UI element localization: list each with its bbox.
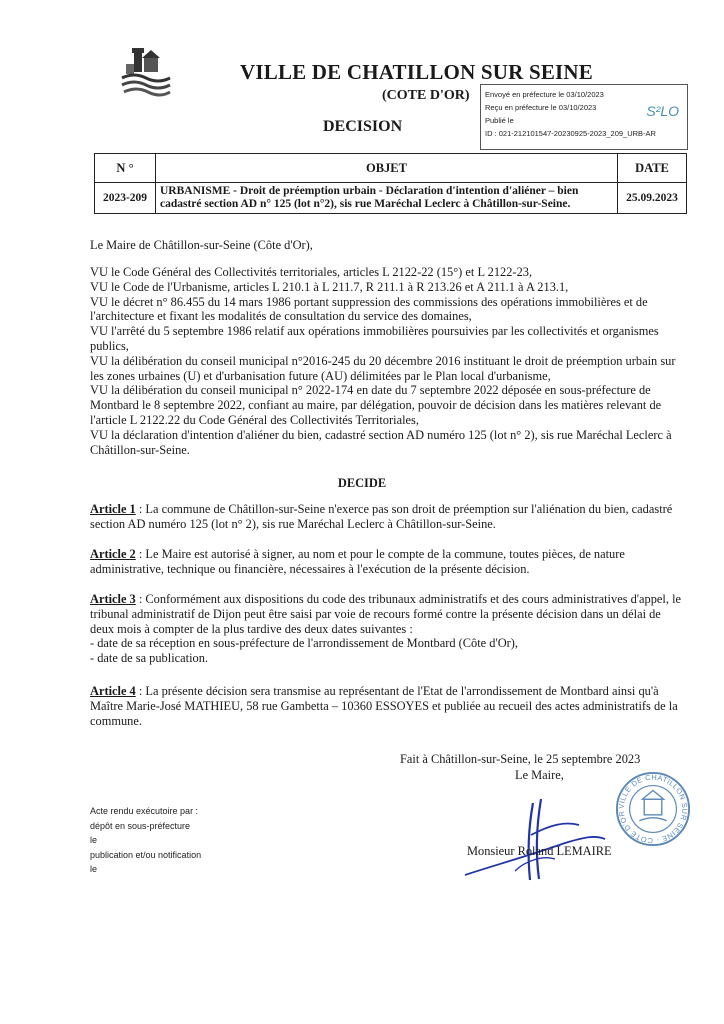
vu-item: VU la délibération du conseil municipal n° 2022-174 en date du 7 septembre 2022 déposée en sous-préfecture de Montbard le 8 septembre 2022, confiant au maire, par délégation, pouvoir de décision dans les matières relevant de l'article L 2122.22 du Code Général des Collectivités Territoriales, — [90, 383, 662, 427]
place-date: Fait à Châtillon-sur-Seine, le 25 septembre 2023 — [400, 752, 641, 766]
slo-mark: S²LO — [646, 103, 679, 119]
seal-text: VILLE DE CHATILLON SUR SEINE · COTE D'OR — [616, 772, 690, 846]
article-label: Article 4 — [90, 684, 136, 698]
decide-heading: DECIDE — [337, 476, 387, 490]
vu-item: VU la déclaration d'intention d'aliéner du bien, cadastré section AD numéro 125 (lot n° 2), sis rue Maréchal Leclerc à Châtillon-sur-Seine. — [90, 427, 672, 457]
exec-line: le — [90, 864, 98, 874]
article-label: Article 1 — [90, 502, 136, 516]
article-4 — [90, 684, 686, 728]
col-date-header: DATE — [618, 154, 687, 183]
decision-number: 2023-209 — [95, 183, 156, 214]
vu-item: VU le Code Général des Collectivités territoriales, articles L 2122-22 (15°) et L 2122-23, — [90, 265, 533, 279]
city-title: VILLE DE CHATILLON SUR SEINE — [240, 60, 593, 84]
vu-item: VU l'arrêté du 5 septembre 1986 relatif aux opérations immobilières poursuivies par les collectivités et organismes publics, — [90, 324, 659, 353]
city-logo-icon — [120, 44, 172, 100]
vu-item: VU le décret n° 86.455 du 14 mars 1986 portant suppression des commissions des opérations immobilières et de l'architecture et fixant les modalités de consultation du service des domaines, — [90, 294, 648, 324]
prefecture-stamp — [480, 84, 688, 150]
col-objet-header: OBJET — [156, 154, 618, 183]
document-type: DECISION — [323, 118, 403, 135]
vu-list — [90, 265, 686, 457]
executory-note — [90, 804, 250, 877]
exec-line: Acte rendu exécutoire par : — [90, 806, 199, 816]
article-2 — [90, 547, 686, 577]
stamp-published: Publié le — [485, 116, 514, 125]
department-subtitle: (COTE D'OR) — [382, 88, 470, 103]
article-label: Article 2 — [90, 547, 136, 561]
decision-date: 25.09.2023 — [618, 183, 687, 214]
article-1 — [90, 502, 686, 532]
vu-item: VU le Code de l'Urbanisme, articles L 210.1 à L 211.7, R 211.1 à R 213.26 et A 211.1 à A 213.1, — [90, 279, 569, 294]
article-label: Article 3 — [90, 592, 136, 606]
signer-role: Le Maire, — [515, 768, 564, 782]
article-text: : La présente décision sera transmise au représentant de l'Etat de l'arrondissement de Montbard ainsi qu'à Maître Marie-José MATHIEU, 58 rue Gambetta – 10360 ESSOYES et publiée au recueil des actes administratifs de la commune. — [90, 684, 678, 728]
stamp-id: ID : 021-212101547-20230925-2023_209_URB-AR — [485, 129, 656, 138]
article-3 — [90, 592, 686, 666]
decision-objet: URBANISME - Droit de préemption urbain - Déclaration d'intention d'aliéner – bien cadastré section AD n° 125 (lot n°2), sis rue Maréchal Leclerc à Châtillon-sur-Seine. — [156, 183, 618, 214]
article-3-item: - date de sa publication. — [90, 651, 209, 666]
stamp-sent: Envoyé en préfecture le 03/10/2023 — [485, 90, 604, 99]
exec-line: dépôt en sous-préfecture — [90, 820, 191, 831]
article-text: : La commune de Châtillon-sur-Seine n'exerce pas son droit de préemption sur l'aliénation du bien, cadastré section AD numéro 125 (lot n° 2), sis rue Maréchal Leclerc à Châtillon-sur-Seine. — [90, 502, 673, 531]
exec-line: le — [90, 835, 98, 845]
intro-text: Le Maire de Châtillon-sur-Seine (Côte d'Or), — [90, 238, 313, 252]
vu-item: VU la délibération du conseil municipal n°2016-245 du 20 décembre 2016 instituant le droit de préemption urbain sur les zones urbaines (U) et d'urbanisation future (AU) délimitées par le Plan local d'urbanisme, — [90, 353, 676, 383]
col-num-header: N ° — [95, 154, 156, 183]
stamp-received: Reçu en préfecture le 03/10/2023 — [485, 103, 597, 112]
decision-table — [94, 153, 687, 214]
signer-name: Monsieur Roland LEMAIRE — [467, 844, 612, 858]
handwritten-signature-icon — [455, 795, 655, 885]
exec-line: publication et/ou notification — [90, 849, 202, 860]
article-3-item: - date de sa réception en sous-préfecture de l'arrondissement de Montbard (Côte d'Or), — [90, 636, 518, 651]
article-text: : Conformément aux dispositions du code des tribunaux administratifs et des cours administratives d'appel, le tribunal administratif de Dijon peut être saisi par voie de recours formé contre la présente décision dans un délai de deux mois à compter de la plus tardive des deux dates suivantes : — [90, 592, 682, 636]
article-text: : Le Maire est autorisé à signer, au nom et pour le compte de la commune, toutes pièces, de nature administrative, technique ou financière, nécessaires à l'exécution de la présente décision. — [90, 547, 625, 576]
